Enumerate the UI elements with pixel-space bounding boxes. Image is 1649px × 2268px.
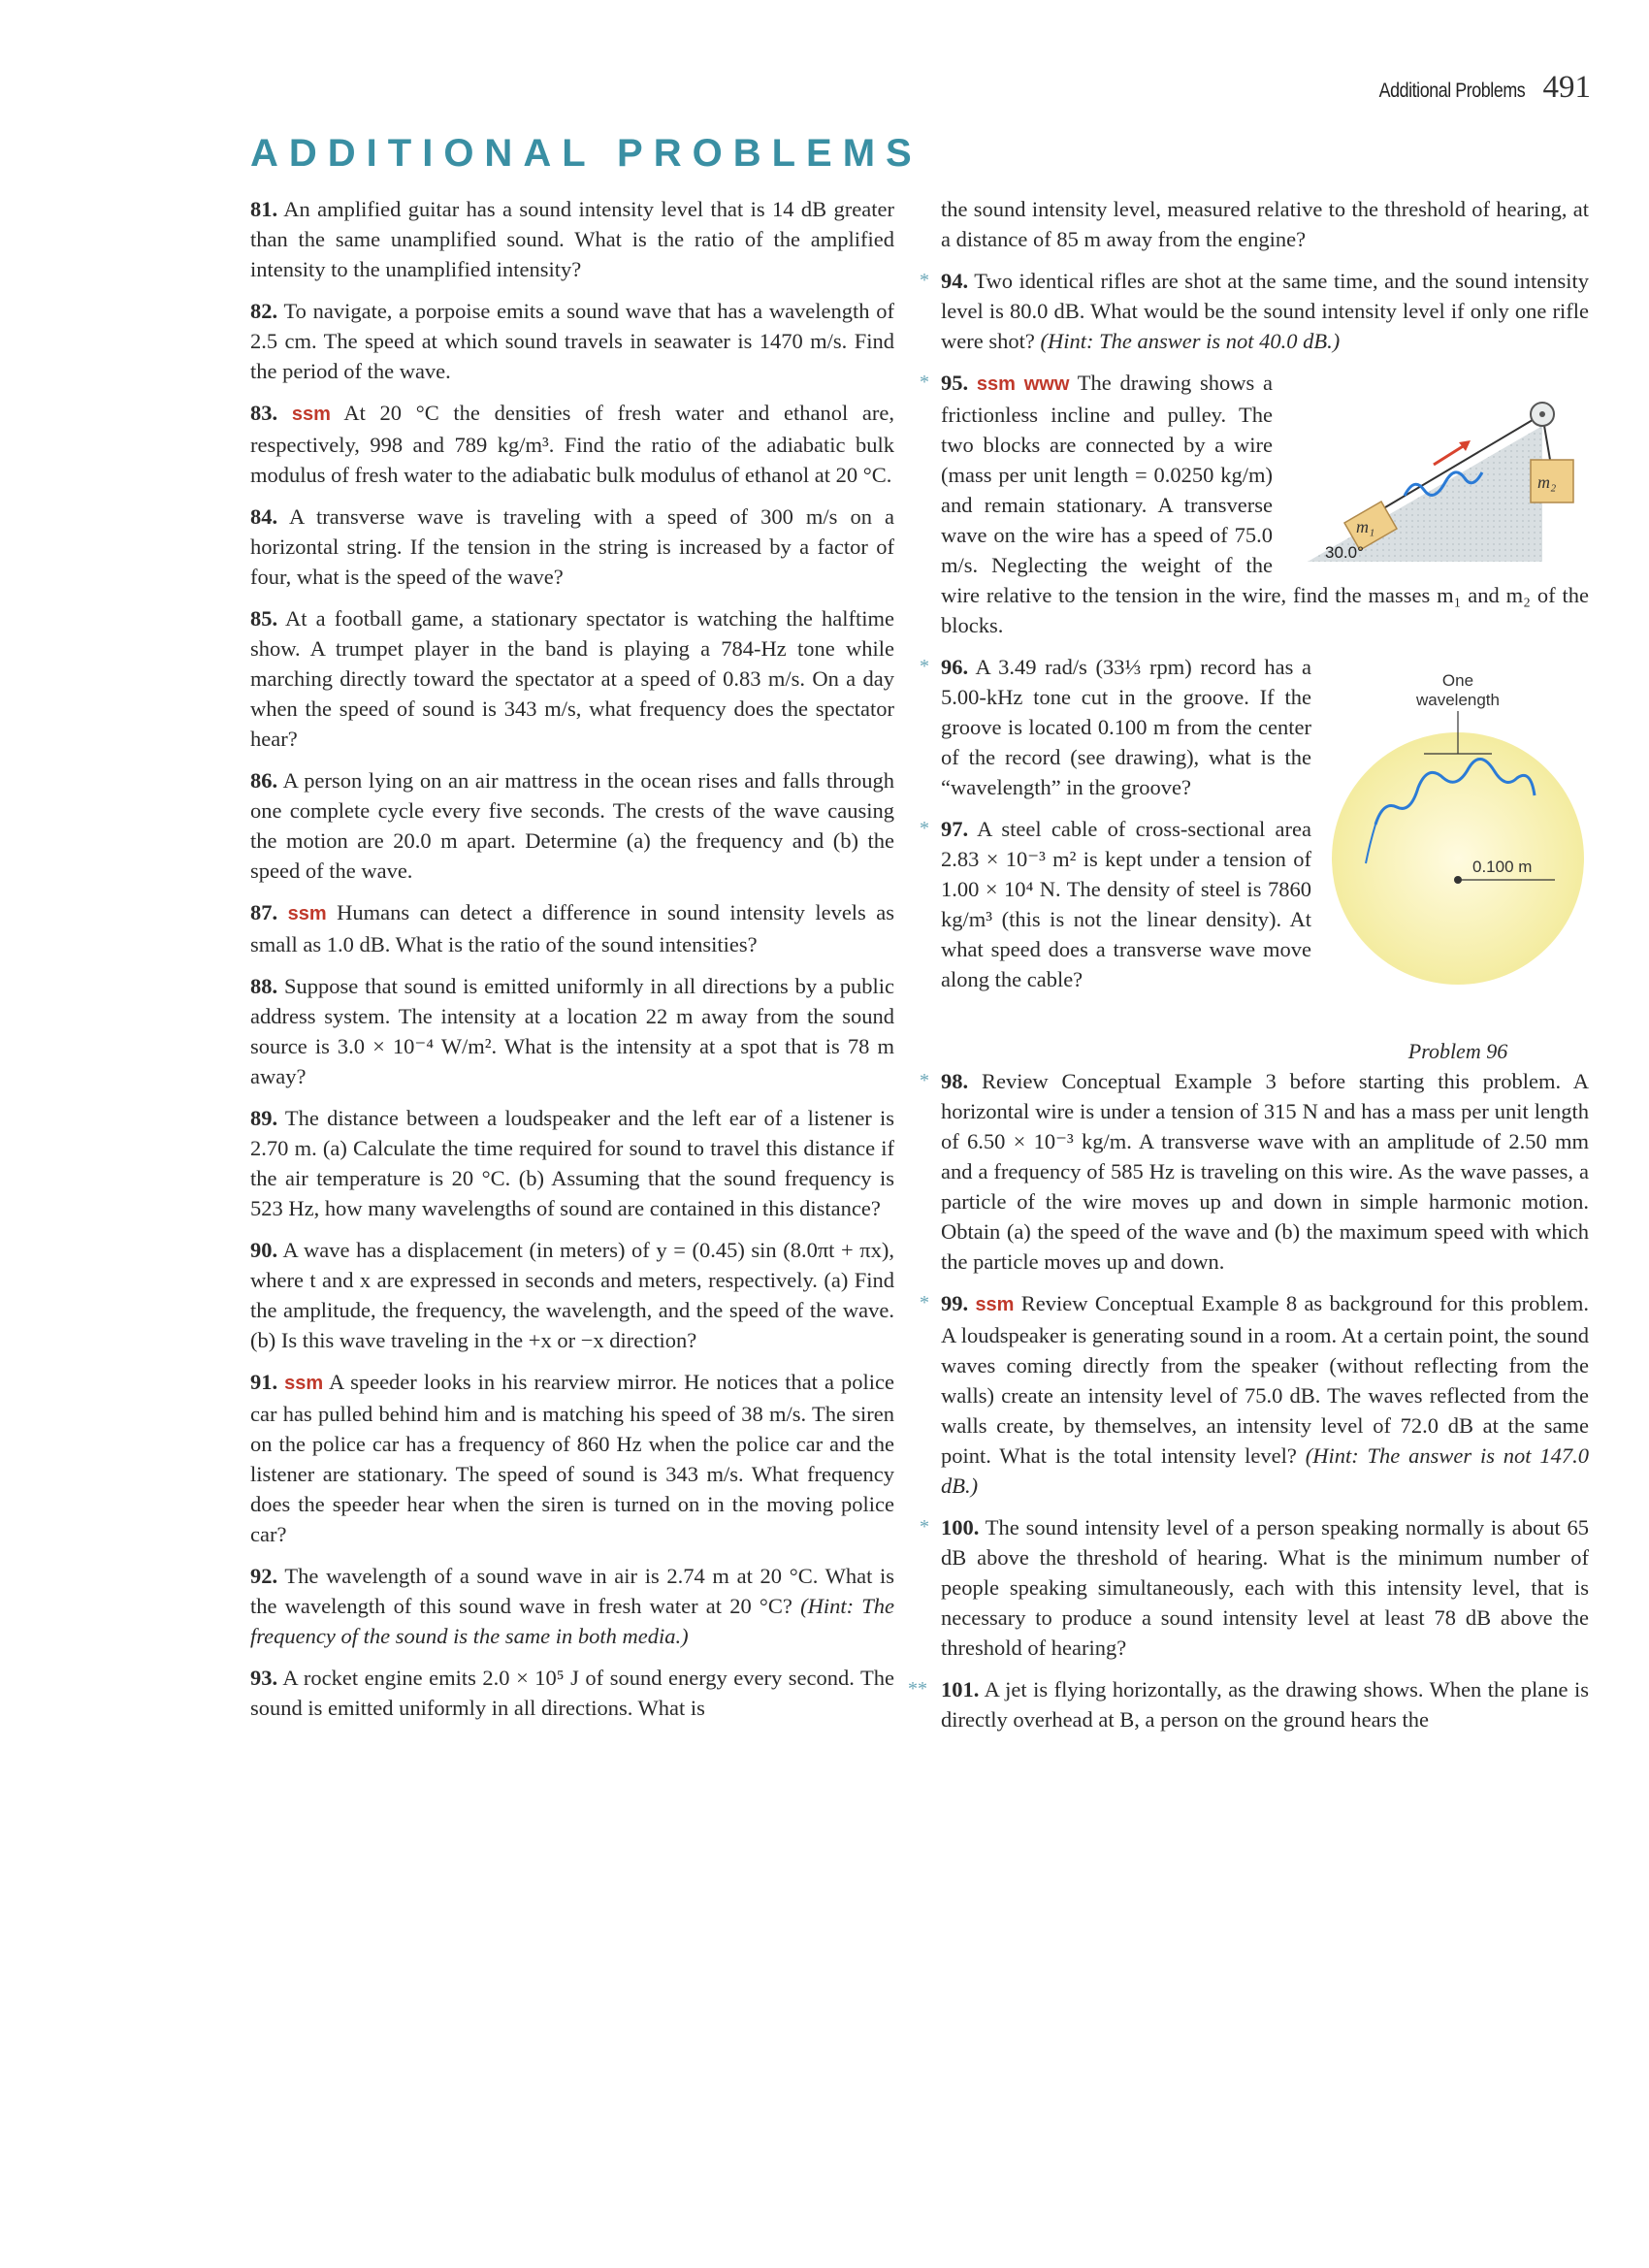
problem-number: 94.	[941, 269, 969, 293]
m1-label: m₁	[1356, 517, 1375, 536]
problems-96-97-block	[920, 652, 1589, 1066]
problem-100	[920, 1512, 1590, 1663]
problem-text: Humans can detect a difference in sound intensity levels as small as 1.0 dB. What is the ratio of the sound intensities?	[250, 900, 895, 956]
figure-caption: Problem 96	[1407, 1039, 1508, 1063]
block-m2	[1531, 460, 1573, 502]
problem-text: A steel cable of cross-sectional area 2.83 × 10⁻³ m² is kept under a tension of 1.00 × 10⁴ N. The density of steel is 7860 kg/m³ (this is not the linear density). At what speed does a transverse wave move along the cable?	[941, 817, 1311, 991]
angle-label: 30.0°	[1325, 543, 1364, 562]
problem-number: 84.	[250, 504, 278, 529]
problem-88	[250, 971, 894, 1091]
problem-text: The drawing shows a frictionless incline and pulley. The two blocks are connected by a wire (mass per unit length = 0.0250 kg/m) and remain stationary. A transverse wave on the wire has a speed of 75.0 m/s. Neglecting the weight of the wire relative to the tension in the wire, find the masses m₁ and m₂ of the blocks.	[941, 371, 1589, 637]
m2-label: m₂	[1537, 472, 1557, 492]
difficulty-star: *	[920, 1292, 929, 1313]
problem-96	[920, 652, 1589, 802]
wavelength-label-line1: One	[1441, 671, 1474, 690]
problem-number: 98.	[941, 1069, 969, 1093]
problem-82	[250, 296, 894, 386]
difficulty-star: *	[920, 818, 929, 839]
problem-number: 89.	[250, 1106, 278, 1130]
radius-label: 0.100 m	[1472, 858, 1533, 876]
problem-text: The distance between a loudspeaker and the left ear of a listener is 2.70 m. (a) Calculate the time required for sound to travel this distance if the air temperature is 20 °C. (b) Assuming that the sound frequency is 523 Hz, how many wavelengths of sound are contained in this distance?	[250, 1106, 894, 1220]
ssm-tag: ssm	[284, 1373, 324, 1394]
problem-text: To navigate, a porpoise emits a sound wave that has a wavelength of 2.5 cm. The speed at which sound travels in seawater is 1470 m/s. Find the period of the wave.	[250, 299, 895, 383]
problem-hint: (Hint: The answer is not 147.0 dB.)	[941, 1443, 1589, 1498]
problem-number: 99.	[941, 1291, 969, 1315]
problem-number: 97.	[941, 817, 969, 841]
problem-85	[250, 603, 894, 754]
difficulty-star: *	[920, 372, 929, 393]
right-column	[908, 194, 1590, 1746]
problem-101	[908, 1674, 1589, 1734]
problem-99	[920, 1288, 1589, 1501]
difficulty-star: *	[920, 656, 929, 677]
problem-95	[920, 368, 1589, 640]
ssm-tag: ssm	[975, 1294, 1015, 1315]
problem-89	[250, 1103, 894, 1223]
wavelength-label-line2: wavelength	[1415, 691, 1501, 709]
problem-text: A speeder looks in his rearview mirror. He notices that a police car has pulled behind him and is matching his speed of 38 m/s. The siren on the police car has a frequency of 860 Hz when the police car and the listener are stationary. The speed of sound is 343 m/s. What frequency does the speeder hear when the siren is turned on in the moving police car?	[250, 1370, 894, 1546]
problem-84	[250, 502, 894, 592]
problem-text: The wavelength of a sound wave in air is 2.74 m at 20 °C. What is the wavelength of this sound wave in fresh water at 20 °C?	[250, 1564, 894, 1618]
problem-text: the sound intensity level, measured relative to the threshold of hearing, at a distance of 85 m away from the engine?	[941, 197, 1589, 251]
problem-98	[920, 1066, 1589, 1277]
problem-83	[250, 398, 894, 490]
problem-text: A wave has a displacement (in meters) of y = (0.45) sin (8.0πt + πx), where t and x are expressed in seconds and meters, respectively. (a) Find the amplitude, the frequency, the wavelength, and the speed of the wave. (b) Is this wave traveling in the +x or −x direction?	[250, 1238, 894, 1352]
problem-number: 95.	[941, 371, 969, 395]
problem-text: A rocket engine emits 2.0 × 10⁵ J of sound energy every second. The sound is emitted uniformly in all directions. What is	[250, 1666, 894, 1720]
problem-number: 82.	[250, 299, 278, 323]
problem-number: 101.	[941, 1677, 980, 1701]
ssm-tag: ssm	[291, 404, 331, 425]
ssm-tag: ssm	[287, 903, 327, 924]
problem-number: 96.	[941, 655, 969, 679]
difficulty-star: *	[920, 1070, 929, 1091]
problem-number: 88.	[250, 974, 278, 998]
problem-94	[920, 266, 1590, 356]
problem-number: 93.	[250, 1666, 278, 1690]
problem-90	[250, 1235, 894, 1355]
problem-text: A transverse wave is traveling with a speed of 300 m/s on a horizontal string. If the tension in the string is increased by a factor of four, what is the speed of the wave?	[250, 504, 895, 589]
problem-text: Suppose that sound is emitted uniformly in all directions by a public address system. The intensity at a location 22 m away from the sound source is 3.0 × 10⁻⁴ W/m². What is the intensity at a spot that is 78 m away?	[250, 974, 895, 1088]
difficulty-star: *	[920, 270, 929, 291]
problem-hint: (Hint: The answer is not 40.0 dB.)	[1040, 329, 1341, 353]
problem-number: 87.	[250, 900, 278, 924]
problem-91	[250, 1367, 894, 1549]
problem-number: 83.	[250, 401, 278, 425]
left-column	[250, 194, 894, 1734]
problem-text: Review Conceptual Example 8 as background for this problem. A loudspeaker is generating sound in a room. At a certain point, the sound waves coming directly from the speaker (without reflecting from the walls) create an intensity level of 75.0 dB. The waves reflected from the walls create, by themselves, an intensity level of 72.0 dB at the same point. What is the total intensity level?	[941, 1291, 1589, 1468]
problem-number: 86.	[250, 768, 278, 793]
problem-text: The sound intensity level of a person speaking normally is about 65 dB above the threshold of hearing. What is the minimum number of people speaking simultaneously, each with this intensity level, that is necessary to produce a sound intensity level at least 78 dB above the threshold of hearing?	[941, 1515, 1590, 1660]
problem-text: A jet is flying horizontally, as the drawing shows. When the plane is directly overhead at B, a person on the ground hears the	[941, 1677, 1589, 1732]
problem-97	[920, 814, 1589, 994]
incline-pulley-figure	[1288, 368, 1589, 571]
problem-text: An amplified guitar has a sound intensity level that is 14 dB greater than the same unamplified sound. What is the ratio of the amplified intensity to the unamplified intensity?	[250, 197, 894, 281]
running-head	[1353, 70, 1591, 106]
problem-number: 100.	[941, 1515, 980, 1539]
running-head-title: Additional Problems	[1378, 80, 1526, 102]
problem-number: 92.	[250, 1564, 278, 1588]
problem-86	[250, 765, 894, 886]
problem-hint: (Hint: The frequency of the sound is the same in both media.)	[250, 1594, 894, 1648]
problem-text: Review Conceptual Example 3 before starting this problem. A horizontal wire is under a tension of 315 N and has a mass per unit length of 6.50 × 10⁻³ kg/m. A transverse wave with an amplitude of 2.50 mm and a frequency of 585 Hz is traveling on this wire. As the wave passes, a particle of the wire moves up and down in simple harmonic motion. Obtain (a) the speed of the wave and (b) the maximum speed with which the particle moves up and down.	[941, 1069, 1589, 1274]
problem-text: A 3.49 rad/s (33⅓ rpm) record has a 5.00-kHz tone cut in the groove. If the groove is located 0.100 m from the center of the record (see drawing), what is the “wavelength” in the groove?	[941, 655, 1311, 799]
problem-93	[250, 1663, 894, 1723]
problem-number: 91.	[250, 1370, 278, 1394]
problem-text: At 20 °C the densities of fresh water and ethanol are, respectively, 998 and 789 kg/m³. Find the ratio of the adiabatic bulk modulus of fresh water to the adiabatic bulk modulus of ethanol at 20 °C.	[250, 401, 895, 487]
difficulty-star: *	[920, 1516, 929, 1538]
ssm-tag: ssm	[976, 373, 1016, 395]
page-number: 491	[1542, 70, 1591, 105]
problem-92	[250, 1561, 894, 1651]
problem-text: At a football game, a stationary spectator is watching the halftime show. A trumpet player in the band is playing a 784-Hz tone while marching directly toward the spectator at a speed of 0.83 m/s. On a day when the speed of sound is 343 m/s, what frequency does the spectator hear?	[250, 606, 894, 751]
www-tag: www	[1023, 373, 1070, 395]
problem-93-continued	[941, 194, 1589, 254]
section-title: ADDITIONAL PROBLEMS	[250, 132, 922, 175]
problem-number: 90.	[250, 1238, 278, 1262]
problem-number: 81.	[250, 197, 278, 221]
problem-text: A person lying on an air mattress in the ocean rises and falls through one complete cycle every five seconds. The crests of the wave causing the motion are 20.0 m apart. Determine (a) the frequency and (b) the speed of the wave.	[250, 768, 894, 883]
problem-text: Two identical rifles are shot at the same time, and the sound intensity level is 80.0 dB. What would be the sound intensity level if only one rifle were shot?	[941, 269, 1590, 353]
problem-81	[250, 194, 894, 284]
problem-87	[250, 897, 894, 959]
difficulty-star: **	[908, 1678, 927, 1700]
problem-number: 85.	[250, 606, 278, 631]
